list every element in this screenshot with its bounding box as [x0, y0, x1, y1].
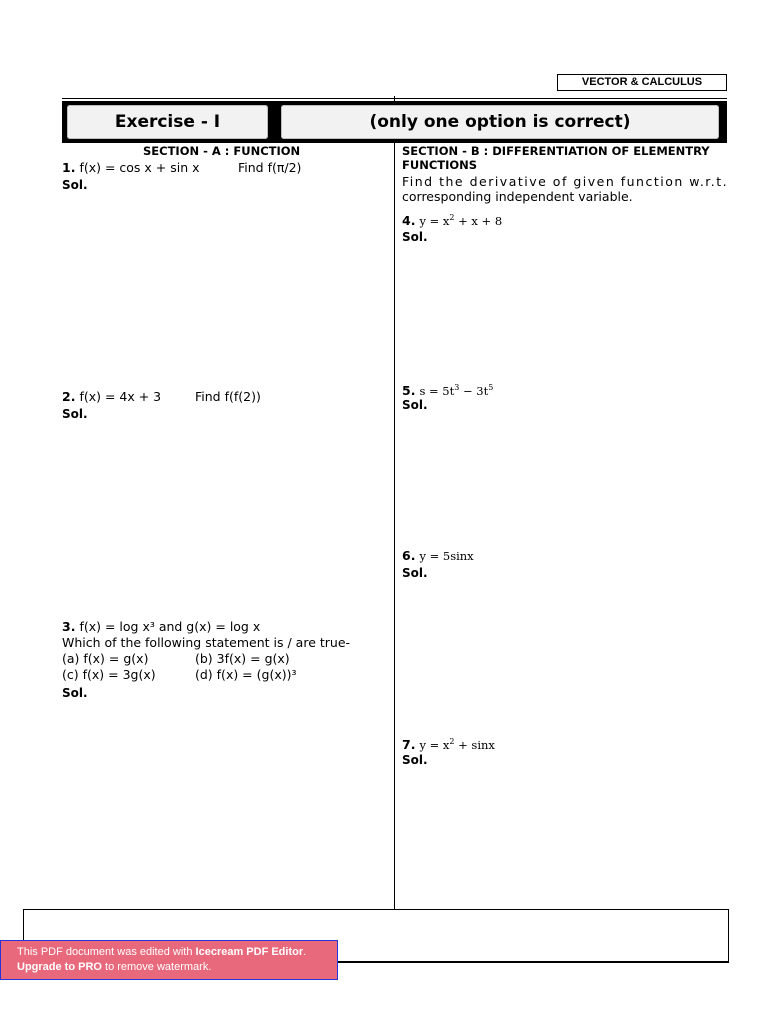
- question-number: 5.: [402, 383, 416, 398]
- section-b-title-cont: FUNCTIONS: [402, 158, 478, 172]
- column-divider: [394, 143, 395, 910]
- question-number: 3.: [62, 619, 76, 634]
- watermark-line-1: [17, 945, 337, 960]
- math-expression: [419, 214, 502, 228]
- expr-mid: − 3t: [459, 384, 489, 398]
- editor-watermark[interactable]: [0, 940, 338, 980]
- question-text: f(x) = log x³ and g(x) = log x: [79, 619, 261, 634]
- question-1-find: Find f(π/2): [238, 160, 302, 175]
- expr-rest: + x + 8: [454, 214, 503, 228]
- sol-label: Sol.: [402, 398, 428, 412]
- upgrade-link[interactable]: Upgrade to PRO: [17, 961, 102, 973]
- question-text: f(x) = cos x + sin x: [79, 160, 200, 175]
- question-7: [402, 734, 495, 753]
- exercise-title: Exercise - I: [67, 105, 268, 139]
- watermark-suffix: .: [303, 946, 307, 958]
- question-2: [62, 389, 161, 405]
- section-b-intro-cont: corresponding independent variable.: [402, 189, 633, 204]
- option-c: (c) f(x) = 3g(x): [62, 667, 156, 682]
- question-3-prompt: Which of the following statement is / are true-: [62, 635, 351, 650]
- subject-label: VECTOR & CALCULUS: [557, 74, 727, 91]
- question-1: [62, 160, 200, 176]
- question-number: 7.: [402, 737, 416, 752]
- sol-label: Sol.: [402, 230, 428, 244]
- option-d: (d) f(x) = (g(x))³: [195, 667, 297, 682]
- watermark-brand-link[interactable]: Icecream PDF Editor: [195, 946, 304, 958]
- option-b: (b) 3f(x) = g(x): [195, 651, 290, 666]
- question-number: 6.: [402, 548, 416, 563]
- expr-exponent: 2: [449, 737, 455, 746]
- expr-base: y = x: [419, 738, 450, 752]
- watermark-prefix: This PDF document was edited with: [17, 946, 196, 958]
- watermark-line-2: [17, 960, 337, 975]
- math-expression: y = 5sinx: [419, 549, 474, 563]
- sol-label: Sol.: [62, 178, 88, 192]
- question-5: [402, 380, 493, 399]
- sol-label: Sol.: [62, 407, 88, 421]
- instruction-banner: (only one option is correct): [281, 105, 719, 139]
- watermark-rest: to remove watermark.: [101, 961, 212, 973]
- math-expression: [419, 738, 494, 752]
- question-number: 2.: [62, 389, 76, 404]
- question-number: 4.: [402, 213, 416, 228]
- question-number: 1.: [62, 160, 76, 175]
- expr-base: s = 5t: [419, 384, 455, 398]
- option-a: (a) f(x) = g(x): [62, 651, 149, 666]
- question-text: f(x) = 4x + 3: [79, 389, 162, 404]
- math-expression: [419, 384, 493, 398]
- sol-label: Sol.: [402, 566, 428, 580]
- question-6: [402, 548, 474, 564]
- section-b-title: SECTION - B : DIFFERENTIATION OF ELEMENTRY: [402, 144, 710, 158]
- expr-exponent: 5: [488, 383, 494, 392]
- sol-label: Sol.: [62, 686, 88, 700]
- expr-exponent: 2: [449, 213, 455, 222]
- question-3: [62, 619, 260, 635]
- question-4: [402, 210, 502, 229]
- expr-rest: + sinx: [454, 738, 495, 752]
- section-a-title: SECTION - A : FUNCTION: [143, 144, 301, 158]
- expr-exponent: 3: [454, 383, 460, 392]
- section-b-intro: Find the derivative of given function w.r.t.: [402, 174, 729, 189]
- sol-label: Sol.: [402, 753, 428, 767]
- expr-base: y = x: [419, 214, 450, 228]
- exercise-header: [62, 101, 727, 143]
- question-2-find: Find f(f(2)): [195, 389, 261, 404]
